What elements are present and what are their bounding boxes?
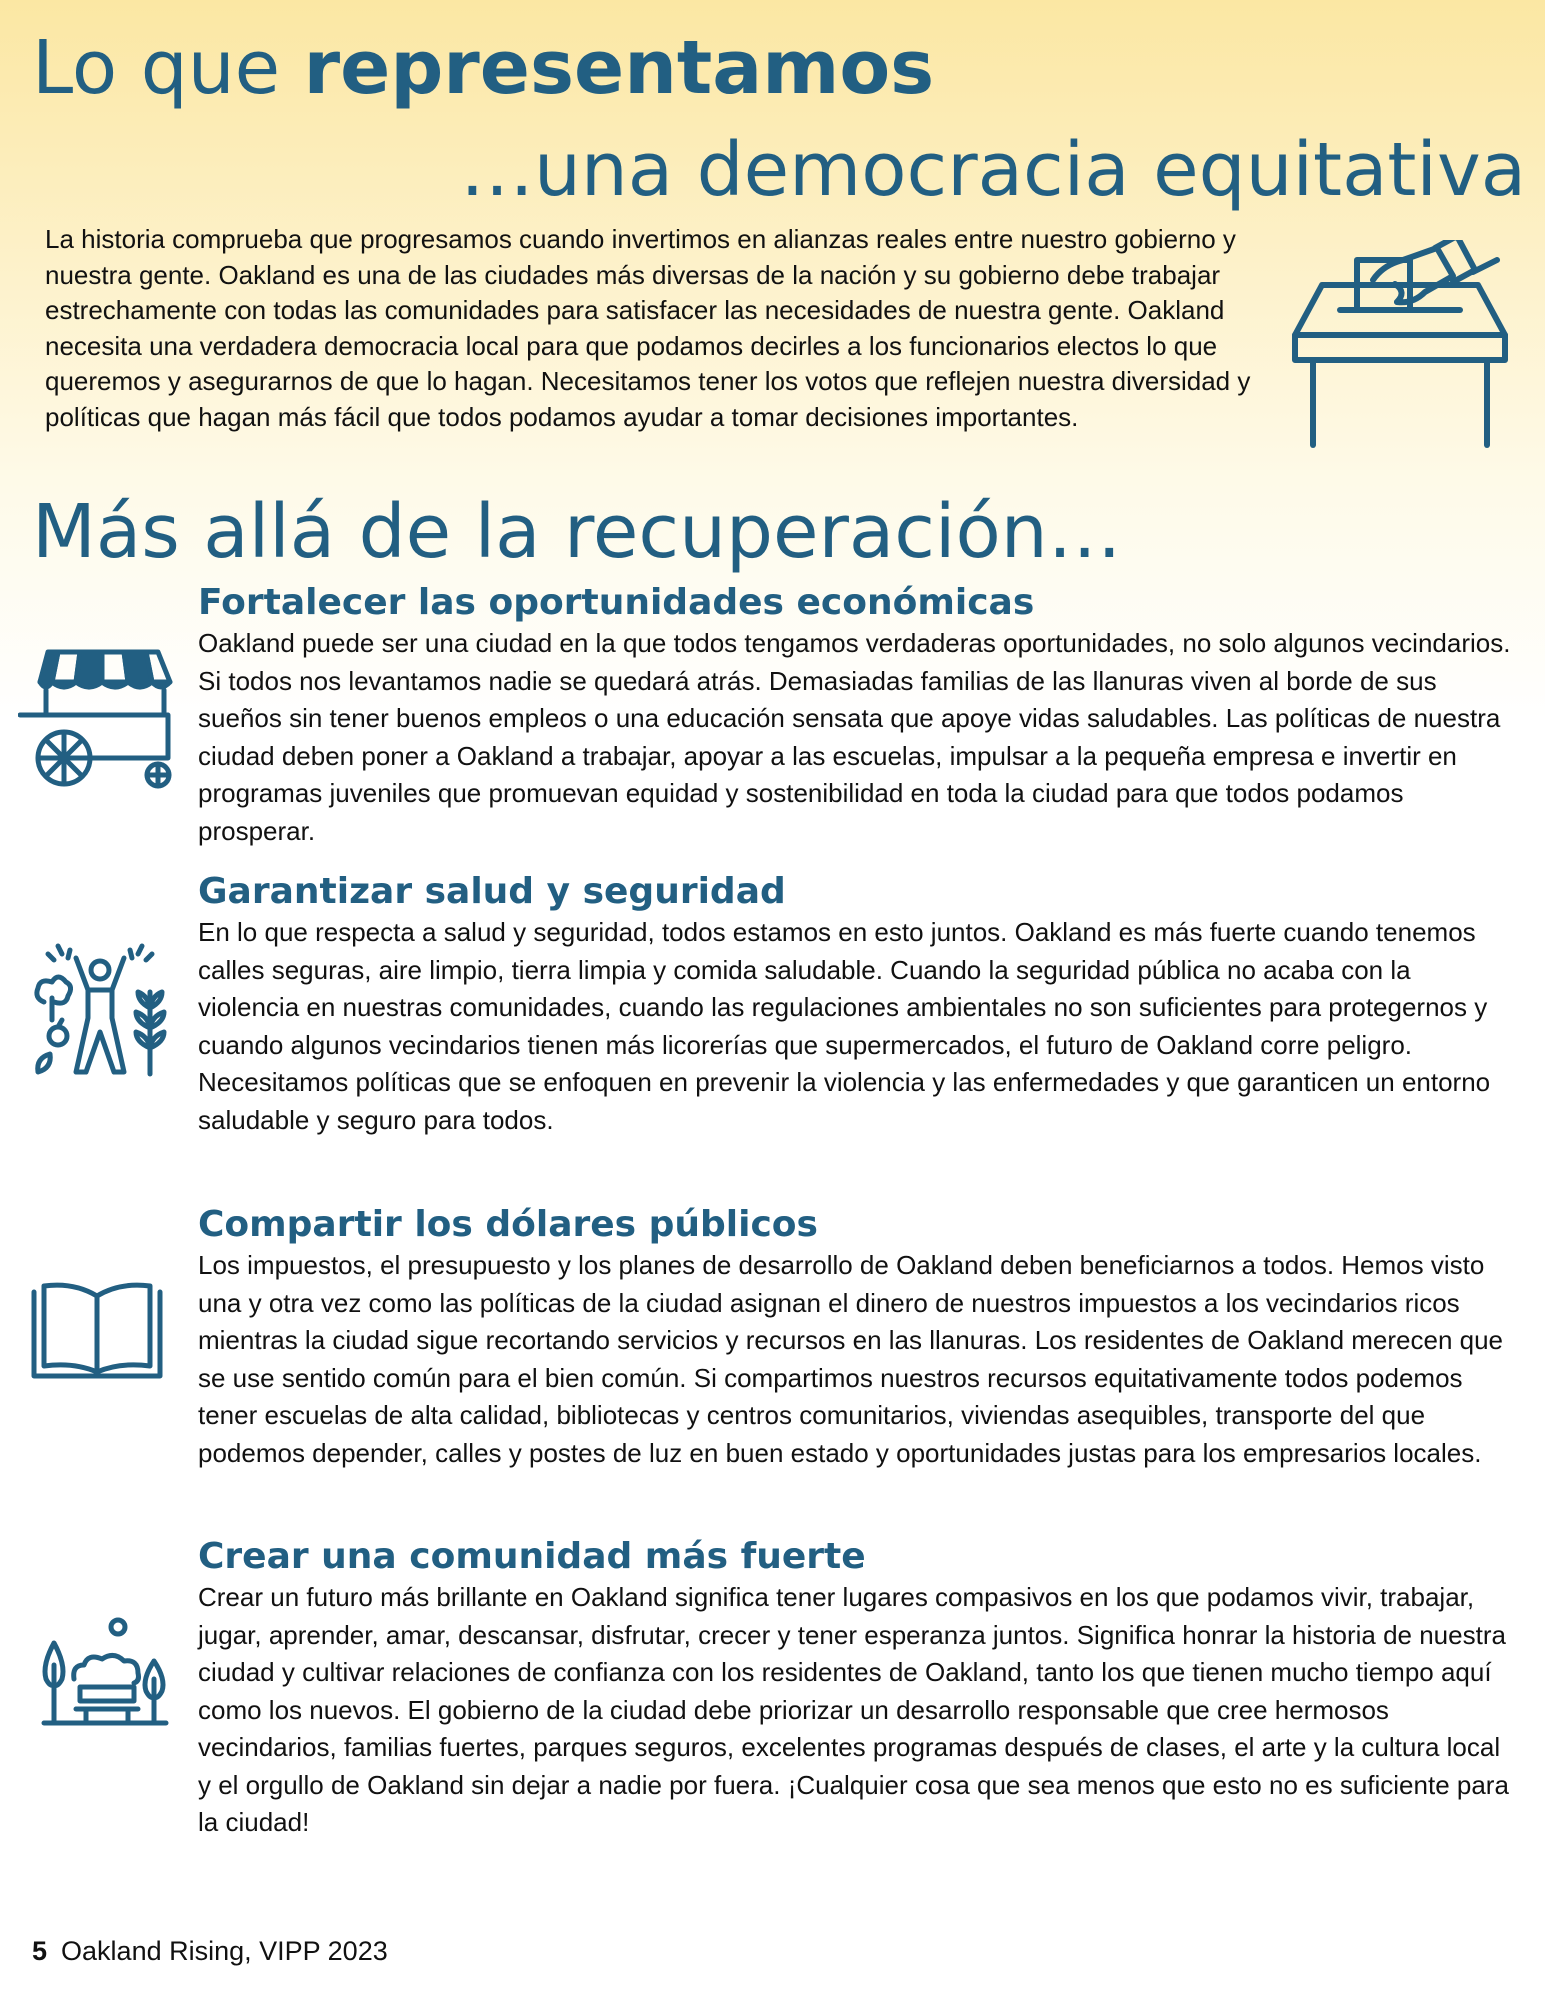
page-title bbox=[32, 25, 935, 111]
page-subtitle: …una democracia equitativa bbox=[460, 127, 1527, 213]
page-footer bbox=[32, 1935, 388, 1967]
section-body: Los impuestos, el presupuesto y los planes de desarrollo de Oakland deben beneficiarnos a todos. Hemos visto una y otra vez como las políticas de la ciudad asignan el dinero de nuestros impuestos a los vecindarios ricos mientras la ciudad sigue recortando servicios y recursos en las llanuras. Los residentes de Oakland merecen que se use sentido común para el bien común. Si compartimos nuestros recursos equitativamente todos podemos tener escuelas de alta calidad, bibliotecas y centros comunitarios, viviendas asequibles, transporte del que podemos depender, calles y postes de luz en buen estado y oportunidades justas para los empresarios locales. bbox=[198, 1250, 1504, 1468]
section-public-dollars bbox=[198, 1203, 1518, 1472]
footer-text: Oakland Rising, VIPP 2023 bbox=[61, 1936, 388, 1966]
section-community bbox=[198, 1535, 1518, 1842]
section-economic bbox=[198, 581, 1518, 850]
vendor-cart-icon bbox=[18, 640, 176, 795]
section-title: Fortalecer las oportunidades económicas bbox=[198, 582, 1035, 623]
page-title-prefix: Lo que bbox=[32, 25, 304, 111]
section-body: Oakland puede ser una ciudad en la que todos tengamos verdaderas oportunidades, no solo algunos vecindarios. Si todos nos levantamos nadie se quedará atrás. Demasiadas familias de las llanuras viven al borde de sus sueños sin tener buenos empleos o una educación sensata que apoye vidas saludables. Las políticas de nuestra ciudad deben poner a Oakland a trabajar, apoyar a las escuelas, impulsar a la pequeña empresa e invertir en programas juveniles que promuevan equidad y sostenibilidad en toda la ciudad para que todos podamos prosperar. bbox=[198, 628, 1511, 846]
intro-paragraph: La historia comprueba que progresamos cuando invertimos en alianzas reales entre nuestro gobierno y nuestra gente. Oakland es una de las ciudades más diversas de la nación y su gobierno debe trabajar estrechamente con todas las comunidades para satisfacer las necesidades de nuestra gente. Oakland necesita una verdadera democracia local para que podamos decirles a los funcionarios electos lo que queremos y asegurarnos de que lo hagan. Necesitamos tener los votos que reflejen nuestra diversidad y políticas que hagan más fácil que todos podamos ayudar a tomar decisiones importantes. bbox=[45, 224, 1251, 432]
page-title-bold: representamos bbox=[303, 25, 935, 111]
section-heading: Más allá de la recuperación… bbox=[32, 489, 1122, 575]
section-title: Compartir los dólares públicos bbox=[198, 1204, 818, 1245]
park-bench-icon bbox=[40, 1615, 170, 1727]
section-title: Crear una comunidad más fuerte bbox=[198, 1536, 866, 1577]
celebrating-person-icon bbox=[30, 940, 175, 1080]
page-number: 5 bbox=[32, 1936, 48, 1966]
ballot-box-icon bbox=[1285, 240, 1515, 450]
section-body: En lo que respecta a salud y seguridad, todos estamos en esto juntos. Oakland es más fuerte cuando tenemos calles seguras, aire limpio, tierra limpia y comida saludable. Cuando la seguridad pública no acaba con la violencia en nuestras comunidades, cuando las regulaciones ambientales no son suficientes para protegernos y cuando algunos vecindarios tienen más licorerías que supermercados, el futuro de Oakland corre peligro. Necesitamos políticas que se enfoquen en prevenir la violencia y las enfermedades y que garanticen un entorno saludable y seguro para todos. bbox=[198, 917, 1491, 1135]
section-health bbox=[198, 870, 1518, 1139]
open-book-icon bbox=[30, 1282, 164, 1382]
section-title: Garantizar salud y seguridad bbox=[198, 871, 786, 912]
section-body: Crear un futuro más brillante en Oakland significa tener lugares compasivos en los que podamos vivir, trabajar, jugar, aprender, amar, descansar, disfrutar, crecer y tener esperanza juntos. Significa honrar la historia de nuestra ciudad y cultivar relaciones de confianza con los residentes de Oakland, tanto los que tienen mucho tiempo aquí como los nuevos. El gobierno de la ciudad debe priorizar un desarrollo responsable que cree hermosos vecindarios, familias fuertes, parques seguros, excelentes programas después de clases, el arte y la cultura local y el orgullo de Oakland sin dejar a nadie por fuera. ¡Cualquier cosa que sea menos que esto no es suficiente para la ciudad! bbox=[198, 1582, 1509, 1837]
